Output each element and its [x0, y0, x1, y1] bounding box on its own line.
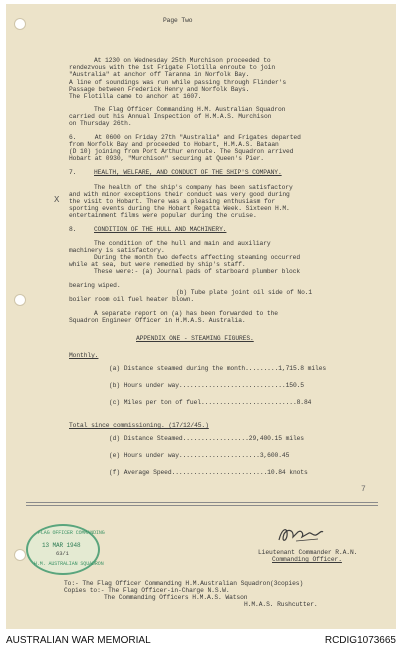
stamp-top-text: FLAG OFFICER COMMANDING — [38, 530, 105, 536]
figure-line: (d) Distance Steamed..................29,400.15 miles — [109, 435, 304, 442]
distribution-line: Copies to:- The Flag Officer-in-Charge N.S.W. — [64, 587, 230, 594]
section-title: HEALTH, WELFARE, AND CONDUCT OF THE SHIP'S COMPANY. — [94, 169, 282, 176]
para-line: The Flotilla came to anchor at 1607. — [69, 93, 202, 100]
para-line: A separate report on (a) has been forwarded to the — [94, 310, 278, 317]
page-header: Page Two — [163, 17, 193, 24]
figure-line: (e) Hours under way......................3,600.45 — [109, 452, 290, 459]
para-line: Squadron Engineer Officer in H.M.A.S. Australia. — [69, 317, 246, 324]
distribution-line: H.M.A.S. Rushcutter. — [244, 601, 318, 608]
para-line: At 1230 on Wednesday 25th Murchison proceeded to — [94, 57, 271, 64]
para-line: and with minor exceptions their conduct was very good during — [69, 191, 290, 198]
figure-line: (b) Hours under way.............................150.5 — [109, 382, 304, 389]
footer-id: RCDIG1073665 — [324, 635, 396, 646]
para-line: Passage between Frederick Henry and Norfolk Bays. — [69, 86, 250, 93]
figure-line: (c) Miles per ton of fuel..........................8.84 — [109, 399, 312, 406]
para-line: During the month two defects affecting steaming occurred — [94, 254, 301, 261]
para-line: bearing wiped. — [69, 282, 121, 289]
para-line: The condition of the hull and main and auxiliary — [94, 240, 271, 247]
para-line: A line of soundings was run while passing through Flinder's — [69, 79, 287, 86]
signature — [276, 524, 326, 546]
section-number: 7. — [69, 169, 77, 176]
figure-line: (f) Average Speed..........................10.84 knots — [109, 469, 308, 476]
para-line: on Thursday 26th. — [69, 120, 132, 127]
section-number: 8. — [69, 226, 77, 233]
subheading-total: Total since commissioning. (17/12/45.) — [69, 422, 209, 429]
section-title: CONDITION OF THE HULL AND MACHINERY. — [94, 226, 227, 233]
para-line: entertainment films were popular during the cruise. — [69, 212, 257, 219]
para-line: carried out his Annual Inspection of H.M.A.S. Murchison — [69, 113, 272, 120]
footer-bar — [0, 632, 402, 653]
para-line: These were:- (a) Journal pads of starboard plumber block — [94, 268, 301, 275]
signature-rank: Lieutenant Commander R.A.N. — [258, 549, 358, 556]
footer-source: AUSTRALIAN WAR MEMORIAL — [6, 635, 151, 646]
distribution-line: The Commanding Officers H.M.A.S. Watson — [104, 594, 248, 601]
divider-line — [26, 502, 378, 503]
punch-hole — [14, 549, 26, 561]
para-line: (b) Tube plate joint oil side of No.1 — [176, 289, 313, 296]
divider-line — [26, 505, 378, 506]
punch-hole — [14, 18, 26, 30]
stamp-date: 13 MAR 1948 — [42, 542, 81, 549]
figure-line: (a) Distance steamed during the month.........1,715.8 miles — [109, 365, 327, 372]
para-line: the visit to Hobart. There was a pleasing enthusiasm for — [69, 198, 276, 205]
appendix-title: APPENDIX ONE - STEAMING FIGURES. — [136, 335, 254, 342]
para-line: rendezvous with the 1st Frigate Flotilla enroute to join — [69, 64, 276, 71]
subheading-monthly: Monthly. — [69, 352, 99, 359]
para-line: sporting events during the Hobart Regatta Week. Sixteen H.M. — [69, 205, 290, 212]
signature-title: Commanding Officer. — [272, 556, 342, 563]
para-line: The health of the ship's company has been satisfactory — [94, 184, 293, 191]
handwritten-note: 7 — [361, 485, 366, 494]
margin-mark: X — [54, 195, 60, 205]
received-stamp — [26, 524, 105, 575]
para-line: boiler room oil fuel heater blown. — [69, 296, 195, 303]
distribution-line: To:- The Flag Officer Commanding H.M.Australian Squadron(3copies) — [64, 580, 304, 587]
stamp-bottom-text: H.M. AUSTRALIAN SQUADRON — [34, 561, 104, 567]
para-line: machinery is satisfactory. — [69, 247, 165, 254]
para-line: (D 10) joining from Port Arthur enroute. The Squadron arrived — [69, 148, 294, 155]
stamp-reference: 63/1 — [56, 550, 69, 557]
para-line: from Norfolk Bay and proceeded to Hobart, H.M.A.S. Bataan — [69, 141, 279, 148]
para-line: "Australia" at anchor off Taranna in Norfolk Bay. — [69, 71, 250, 78]
punch-hole — [14, 294, 26, 306]
para-line: 6. At 0600 on Friday 27th "Australia" and Frigates departed — [69, 134, 301, 141]
para-line: while at sea, but were remedied by ship's staff. — [69, 261, 246, 268]
para-line: Hobart at 0930, "Murchison" securing at Queen's Pier. — [69, 155, 264, 162]
para-line: The Flag Officer Commanding H.M. Australian Squadron — [94, 106, 286, 113]
